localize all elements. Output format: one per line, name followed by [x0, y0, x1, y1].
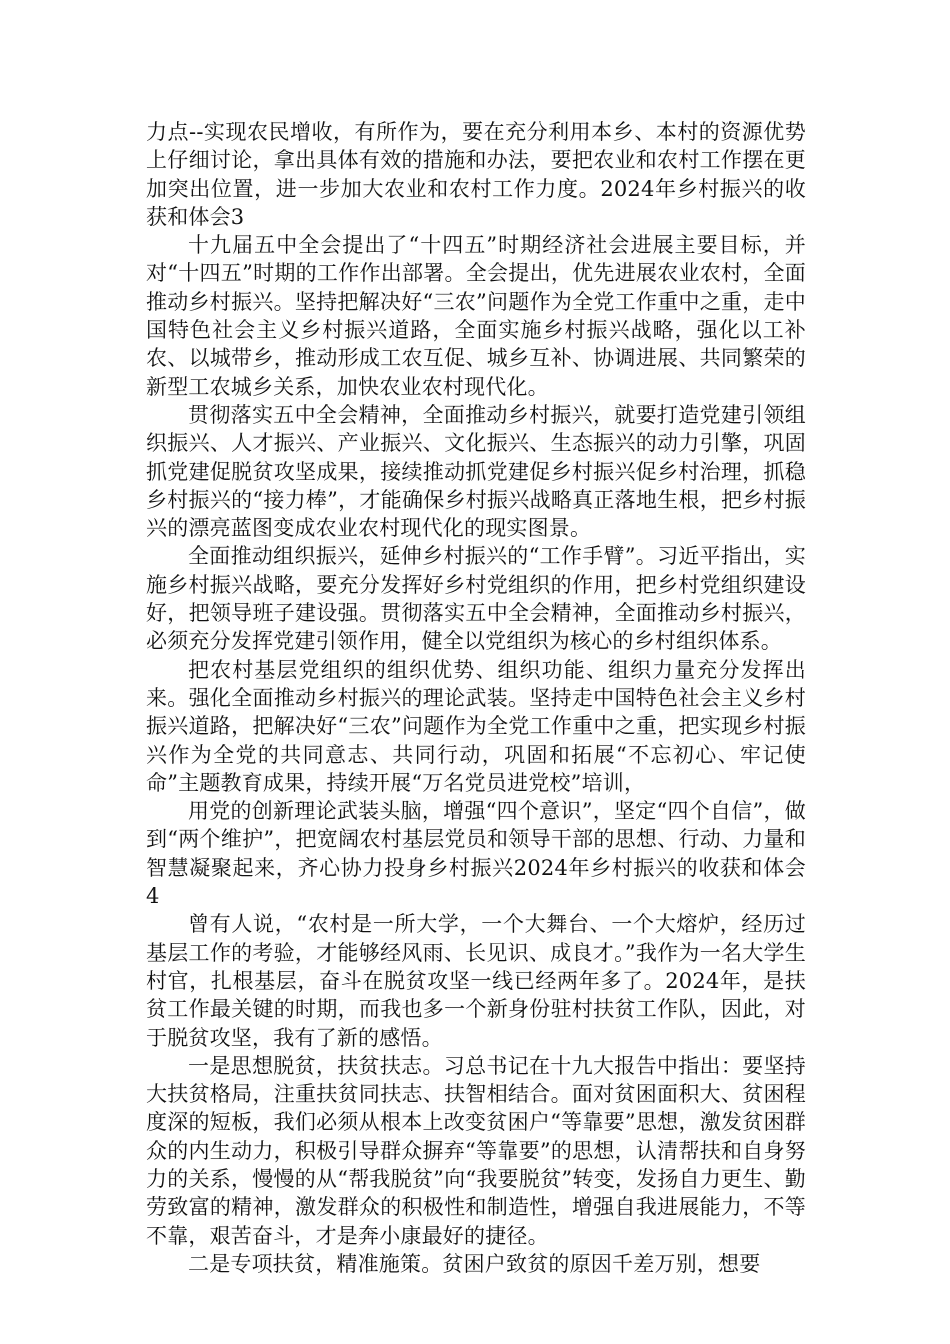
paragraph-8: 一是思想脱贫，扶贫扶志。习总书记在十九大报告中指出：要坚持大扶贫格局，注重扶贫同扶志、扶智相结合。面对贫困面积大、贫困程度深的短板，我们必须从根本上改变贫困户“等靠要”思想，激发贫困群众的内生动力，积极引导群众摒弃“等靠要”的思想，认清帮扶和自身努力的关系，慢慢的从“帮我脱贫”向“我要脱贫”转变，发扬自力更生、勤劳致富的精神，激发群众的积极性和制造性，增强自我进展能力，不等不靠，艰苦奋斗，才是奔小康最好的捷径。: [146, 1053, 806, 1248]
paragraph-4: 全面推动组织振兴，延伸乡村振兴的“工作手臂”。习近平指出，实施乡村振兴战略，要充分发挥好乡村党组织的作用，把乡村党组织建设好，把领导班子建设强。贯彻落实五中全会精神，全面推动乡村振兴，必须充分发挥党建引领作用，健全以党组织为核心的乡村组织体系。: [146, 544, 806, 654]
paragraph-6: 用党的创新理论武装头脑，增强“四个意识”，坚定“四个自信”，做到“两个维护”，把宽阔农村基层党员和领导干部的思想、行动、力量和智慧凝聚起来，齐心协力投身乡村振兴2024年乡村振兴的收获和体会4: [146, 799, 806, 909]
paragraph-9: 二是专项扶贫，精准施策。贫困户致贫的原因千差万别，想要: [188, 1251, 761, 1276]
paragraph-5: 把农村基层党组织的组织优势、组织功能、组织力量充分发挥出来。强化全面推动乡村振兴的理论武装。坚持走中国特色社会主义乡村振兴道路，把解决好“三农”问题作为全党工作重中之重，把实现乡村振兴作为全党的共同意志、共同行动，巩固和拓展“不忘初心、牢记使命”主题教育成果，持续开展“万名党员进党校”培训，: [146, 657, 806, 795]
paragraph-1: 力点--实现农民增收，有所作为，要在充分利用本乡、本村的资源优势上仔细讨论，拿出具体有效的措施和办法，要把农业和农村工作摆在更加突出位置，进一步加大农业和农村工作力度。2024年乡村振兴的收获和体会3: [146, 120, 806, 229]
paragraph-7: 曾有人说，“农村是一所大学，一个大舞台、一个大熔炉，经历过基层工作的考验，才能够经风雨、长见识、成良才。”我作为一名大学生村官，扎根基层，奋斗在脱贫攻坚一线已经两年多了。2024年，是扶贫工作最关键的时期，而我也多一个新身份驻村扶贫工作队，因此，对于脱贫攻坚，我有了新的感悟。: [146, 912, 806, 1050]
paragraph-3: 贯彻落实五中全会精神，全面推动乡村振兴，就要打造党建引领组织振兴、人才振兴、产业振兴、文化振兴、生态振兴的动力引擎，巩固抓党建促脱贫攻坚成果，接续推动抓党建促乡村振兴促乡村治理，抓稳乡村振兴的“接力棒”，才能确保乡村振兴战略真正落地生根，把乡村振兴的漂亮蓝图变成农业农村现代化的现实图景。: [146, 402, 806, 541]
document-page: [146, 118, 806, 1278]
paragraph-2: 十九届五中全会提出了“十四五”时期经济社会进展主要目标，并对“十四五”时期的工作作出部署。全会提出，优先进展农业农村，全面推动乡村振兴。坚持把解决好“三农”问题作为全党工作重中之重，走中国特色社会主义乡村振兴道路，全面实施乡村振兴战略，强化以工补农、以城带乡，推动形成工农互促、城乡互补、协调进展、共同繁荣的新型工农城乡关系，加快农业农村现代化。: [146, 233, 806, 399]
